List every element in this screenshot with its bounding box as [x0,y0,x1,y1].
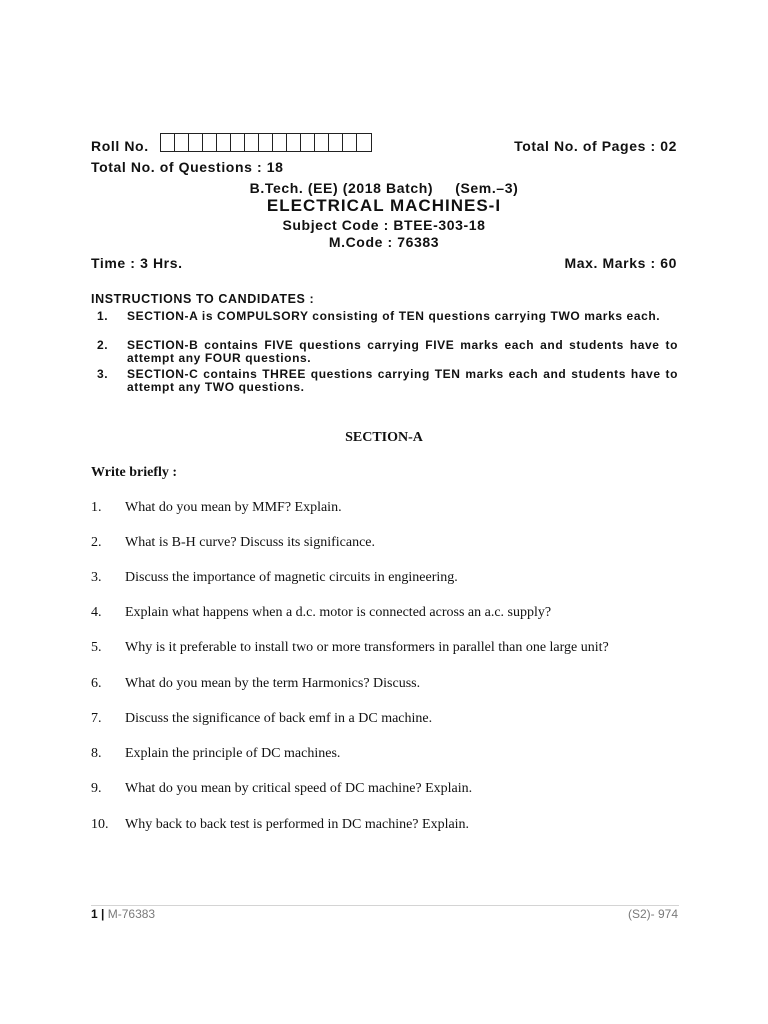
course-name: B.Tech. (EE) (2018 Batch) [249,180,434,196]
roll-digit-box[interactable] [217,134,231,151]
question-text: Why back to back test is performed in DC machine? Explain. [125,817,470,832]
max-marks: Max. Marks : 60 [564,255,677,271]
question-item [91,640,609,656]
question-item [91,781,472,797]
roll-digit-box[interactable] [329,134,343,151]
section-subtitle: Write briefly : [91,465,178,480]
roll-number-boxes[interactable] [160,133,372,152]
question-item [91,711,432,727]
total-questions: Total No. of Questions : 18 [91,159,284,175]
instruction-text: SECTION-B contains FIVE questions carrying FIVE marks each and students have to attempt any FOUR questions. [127,338,678,365]
roll-digit-box[interactable] [273,134,287,151]
question-number: 3. [91,570,102,585]
question-number: 1. [91,500,102,515]
subject-title: ELECTRICAL MACHINES-I [266,196,502,215]
question-item [91,605,551,621]
question-text: What do you mean by critical speed of DC machine? Explain. [125,781,473,796]
instruction-text: SECTION-C contains THREE questions carrying TEN marks each and students have to attempt any TWO questions. [127,367,678,394]
question-text: What is B-H curve? Discuss its significance. [125,535,375,550]
instruction-item [97,368,678,394]
roll-digit-box[interactable] [357,134,371,151]
instruction-number: 2. [97,338,109,352]
question-item [91,676,420,692]
roll-digit-box[interactable] [259,134,273,151]
instruction-number: 3. [97,367,109,381]
footer-right-code: (S2)- 974 [627,907,678,921]
question-text: Discuss the significance of back emf in a DC machine. [125,711,433,726]
question-number: 5. [91,640,102,655]
roll-digit-box[interactable] [343,134,357,151]
subject-code: Subject Code : BTEE-303-18 [282,217,486,233]
question-text: Explain the principle of DC machines. [125,746,341,761]
semester: (Sem.–3) [455,180,519,196]
question-item [91,500,342,516]
total-pages: Total No. of Pages : 02 [514,138,677,154]
roll-digit-box[interactable] [245,134,259,151]
roll-digit-box[interactable] [203,134,217,151]
roll-digit-box[interactable] [189,134,203,151]
footer-divider [91,905,679,906]
instruction-number: 1. [97,309,109,323]
roll-digit-box[interactable] [301,134,315,151]
question-number: 8. [91,746,102,761]
instruction-item [97,310,678,323]
roll-number-label: Roll No. [91,138,149,154]
instructions-heading: INSTRUCTIONS TO CANDIDATES : [91,292,315,306]
question-number: 9. [91,781,102,796]
question-text: Discuss the importance of magnetic circuits in engineering. [125,570,458,585]
footer-separator: | [101,907,105,921]
section-a-title: SECTION-A [345,430,423,445]
question-text: Why is it preferable to install two or more transformers in parallel than one large unit? [125,640,609,655]
footer-page-info [91,907,155,921]
question-text: What do you mean by the term Harmonics? Discuss. [125,676,421,691]
question-number: 4. [91,605,102,620]
roll-digit-box[interactable] [161,134,175,151]
exam-time: Time : 3 Hrs. [91,255,183,271]
question-item [91,817,469,833]
question-number: 6. [91,676,102,691]
instruction-item [97,339,678,365]
question-number: 10. [91,817,109,832]
question-text: Explain what happens when a d.c. motor is connected across an a.c. supply? [125,605,552,620]
instruction-text: SECTION-A is COMPULSORY consisting of TEN questions carrying TWO marks each. [127,309,661,323]
question-item [91,535,375,551]
question-number: 7. [91,711,102,726]
question-number: 2. [91,535,102,550]
question-text: What do you mean by MMF? Explain. [125,500,342,515]
roll-digit-box[interactable] [287,134,301,151]
question-item [91,746,340,762]
course-line [0,180,768,196]
roll-digit-box[interactable] [231,134,245,151]
footer-page-number: 1 [91,907,98,921]
question-item [91,570,458,586]
roll-digit-box[interactable] [315,134,329,151]
roll-digit-box[interactable] [175,134,189,151]
footer-code: M-76383 [107,907,156,921]
m-code: M.Code : 76383 [328,234,440,250]
